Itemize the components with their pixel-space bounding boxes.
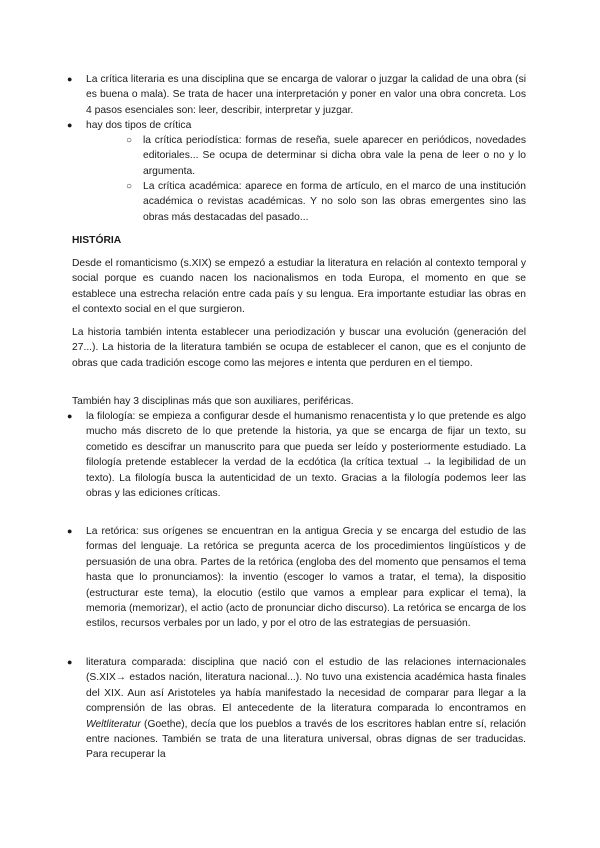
- sub-list-item-text: La crítica académica: aparece en forma de artículo, en el marco de una institución académica o revistas académicas. Y no solo son las obras emergentes sino las obras más destacadas del pasado...: [143, 181, 526, 223]
- list-item-text: [86, 657, 526, 760]
- sub-list-item: [126, 179, 526, 225]
- circle-bullet-icon: ○: [126, 135, 133, 146]
- bullet-dot-icon: ●: [67, 657, 73, 667]
- bullet-dot-icon: ●: [67, 526, 73, 536]
- list-item: [67, 118, 526, 133]
- list-item-text: La crítica literaria es una disciplina que se encarga de valorar o juzgar la calidad de una obra (si es buena o mala). Se trata de hacer una interpretación y poner en valor una obra concreta. Los 4 pasos esenciales son: leer, describir, interpretar y juzgar.: [86, 74, 526, 116]
- bullet-dot-icon: ●: [67, 74, 73, 84]
- paragraph: También hay 3 disciplinas más que son auxiliares, periféricas.: [72, 396, 354, 407]
- list-item-text: La retórica: sus orígenes se encuentran en la antigua Grecia y se encarga del estudio de las formas del lenguaje. La retórica se pregunta acerca de los procedimientos lingüísticos y de persuasión de una obra. Partes de la retórica (engloba des del momento que pensamos el tema hasta que lo pronunciamos): la inventio (escoger lo vamos a tratar, el tema), la dispositio (estructurar este tema), la elocutio (estilo que vamos a emplear para explicar el tema), la memoria (memorizar), el actio (acto de pronunciar dicho discurso). La retórica se encarga de los estilos, recursos verbales por un lado, y por el otro de las estrategias de persuasión.: [86, 526, 526, 630]
- bullet-dot-icon: ●: [67, 411, 73, 421]
- bullet-dot-icon: ●: [67, 120, 73, 130]
- paragraph: Desde el romanticismo (s.XIX) se empezó a estudiar la literatura en relación al contexto temporal y social porque es cuando nacen los nacionalismos en toda Europa, el momento en que se establece una estrecha relación entre cada país y su lengua. Era importante estudiar las obras en el contexto social en el que surgieron.: [72, 258, 526, 316]
- sub-list-item-text: la crítica periodística: formas de reseña, suele aparecer en periódicos, novedades editoriales... Se ocupa de determinar si dicha obra vale la pena de leer o no y lo argumenta.: [143, 135, 526, 177]
- section-title: HISTÓRIA: [72, 235, 122, 246]
- italic-term: Weltliteratur: [86, 718, 141, 730]
- list-item: [67, 524, 526, 632]
- circle-bullet-icon: ○: [126, 181, 133, 192]
- list-item: [67, 72, 526, 118]
- list-item-text: hay dos tipos de crítica: [86, 120, 192, 131]
- text-run: (Goethe), decía que los pueblos a través de los escritores hablan entre sí, relación entre naciones. También se trata de una literatura universal, obras dignas de ser traducidas. Para recuperar la: [86, 718, 526, 761]
- sub-list-item: [126, 133, 526, 179]
- list-item: [67, 655, 526, 763]
- list-item-text: la filología: se empieza a configurar desde el humanismo renacentista y lo que pretende es algo mucho más discreto de lo que pretende la historia, ya que se encarga de fijar un texto, su cometido es descifrar un manuscrito para que pueda ser leído y posteriormente estudiado. La filología pretende establecer la verdad de la ecdótica (la crítica textual → la legibilidad de un texto). La filología busca la autenticidad de un texto. Gracias a la filología podemos leer las obras y las ediciones críticas.: [86, 411, 526, 500]
- text-run: literatura comparada: disciplina que nació con el estudio de las relaciones internacionales (S.XIX→ estados nación, literatura nacional...). No tuvo una existencia académica hasta finales del XIX. Aun así Aristoteles ya había manifestado la necesidad de comparar para llegar a la comprensión de las obras. El antecedente de la literatura comparada lo encontramos en: [86, 657, 526, 715]
- list-item: [67, 409, 526, 501]
- paragraph: La historia también intenta establecer una periodización y buscar una evolución (generación del 27...). La historia de la literatura también se ocupa de establecer el canon, que es el conjunto de obras que cada tradición escoge como las mejores e intenta que perduren en el tiempo.: [72, 327, 526, 369]
